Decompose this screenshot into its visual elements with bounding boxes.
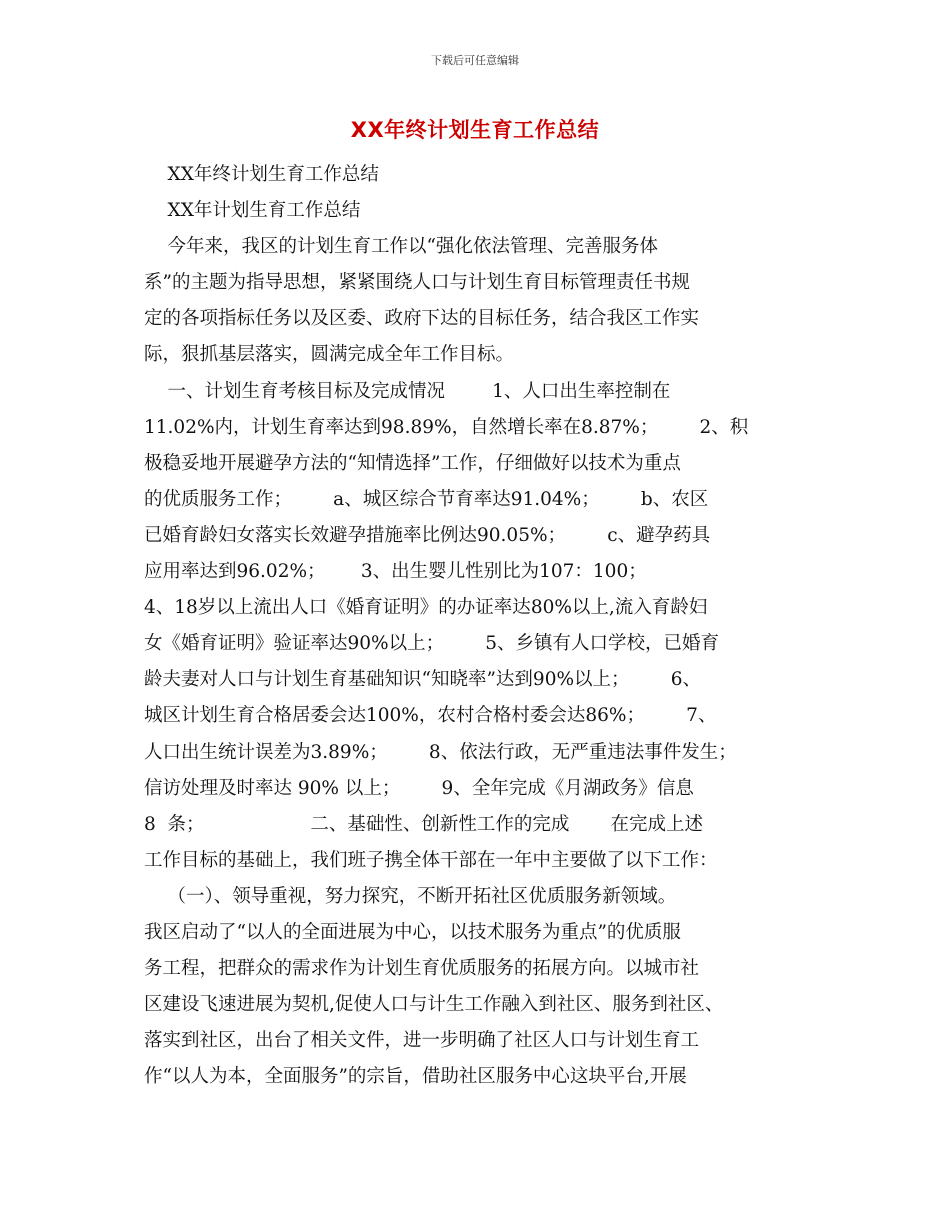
body-line: 11.02%内，计划生育率达到98.89%，自然增长率在8.87%； 2、积 — [144, 416, 749, 438]
body-line: 系”的主题为指导思想，紧紧围绕人口与计划生育目标管理责任书规 — [144, 272, 690, 294]
body-line: 已婚育龄妇女落实长效避孕措施率比例达90.05%； c、避孕药具 — [144, 524, 711, 546]
body-line: 的优质服务工作； a、城区综合节育率达91.04%； b、农区 — [144, 488, 709, 510]
body-line: 务工程，把群众的需求作为计划生育优质服务的拓展方向。以城市社 — [144, 958, 700, 980]
body-line: 今年来，我区的计划生育工作以“强化依法管理、完善服务体 — [144, 236, 658, 258]
body-line: 工作目标的基础上，我们班子携全体干部在一年中主要做了以下工作： — [144, 849, 718, 871]
body-line: 信访处理及时率达 90% 以上； 9、全年完成《月湖政务》信息 — [144, 777, 694, 799]
body-line: （一）、领导重视，努力探究，不断开拓社区优质服务新领域。 — [144, 885, 677, 907]
body-line: 定的各项指标任务以及区委、政府下达的目标任务，结合我区工作实 — [144, 308, 700, 330]
body-line: 际，狠抓基层落实，圆满完成全年工作目标。 — [144, 344, 515, 366]
body-line: 我区启动了“以人的全面进展为中心，以技术服务为重点”的优质服 — [144, 921, 681, 943]
document-body — [144, 157, 809, 1095]
body-line: 一、计划生育考核目标及完成情况 1、人口出生率控制在 — [144, 380, 671, 402]
body-line: 作“以人为本，全面服务”的宗旨，借助社区服务中心这块平台,开展 — [144, 1066, 687, 1088]
body-line: 应用率达到96.02%； 3、出生婴儿性别比为107：100； — [144, 561, 647, 583]
body-line: 女《婚育证明》验证率达90%以上； 5、乡镇有人口学校，已婚育 — [144, 633, 720, 655]
body-line: 人口出生统计误差为3.89%； 8、依法行政，无严重违法事件发生； — [144, 741, 737, 763]
body-line: 龄夫妻对人口与计划生育基础知识“知晓率”达到90%以上； 6、 — [144, 669, 701, 691]
body-line: 城区计划生育合格居委会达100%，农村合格村委会达86%； 7、 — [144, 705, 717, 727]
body-line: 极稳妥地开展避孕方法的“知情选择”工作，仔细做好以技术为重点 — [144, 452, 681, 474]
body-line: 8 条； 二、基础性、创新性工作的完成 在完成上述 — [144, 813, 704, 835]
body-line: 区建设飞速进展为契机,促使人口与计生工作融入到社区、服务到社区、 — [144, 994, 724, 1016]
body-line: XX年计划生育工作总结 — [144, 200, 361, 222]
document-title: XX年终计划生育工作总结 — [350, 118, 600, 142]
body-line: XX年终计划生育工作总结 — [144, 164, 379, 185]
body-line: 落实到社区，出台了相关文件，进一步明确了社区人口与计划生育工 — [144, 1030, 700, 1052]
body-line: 4、18岁以上流出人口《婚育证明》的办证率达80%以上,流入育龄妇 — [144, 597, 708, 619]
page-header-note: 下载后可任意编辑 — [431, 54, 519, 67]
